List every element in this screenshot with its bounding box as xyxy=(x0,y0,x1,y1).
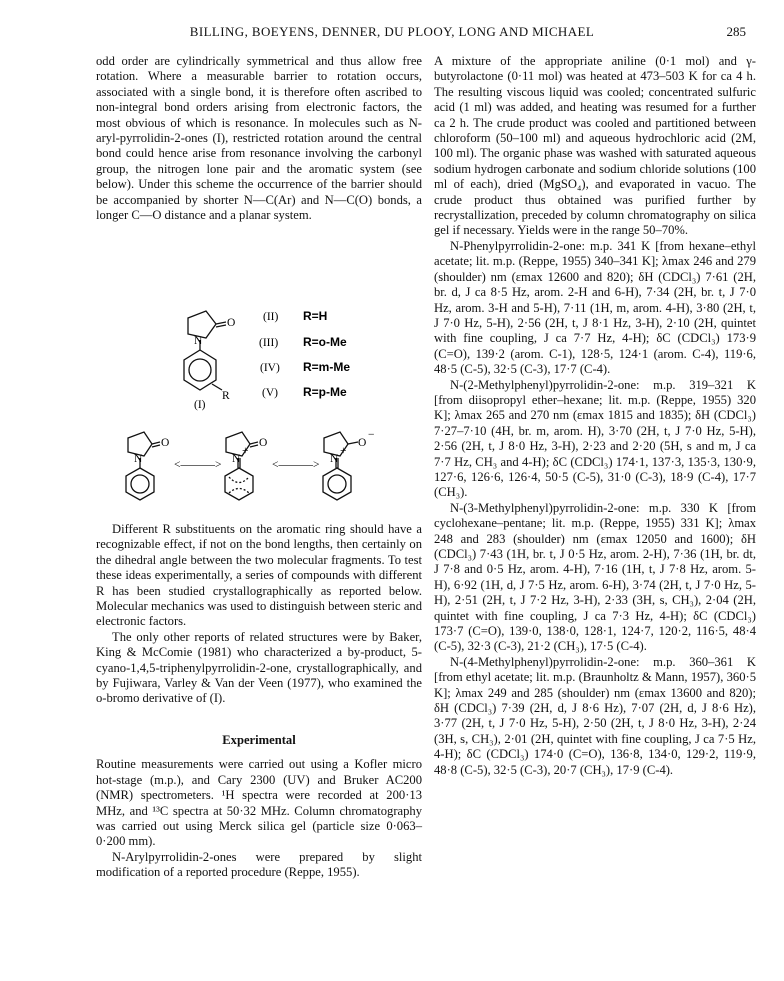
resonance-3-o: O xyxy=(358,437,367,449)
pyrrolidinone-ring xyxy=(188,311,216,338)
resonance-3-phenyl xyxy=(323,468,351,500)
left-paragraph-4: Routine measurements were carried out using a Kofler micro hot-stage (m.p.), and Cary 2300 (UV) and Bruker AC200 (NMR) spectrometers. ¹H spectra were recorded at 200·13 MHz, and ¹³C spectra at 50·32 MHz. Column chromatography was carried out using Merck silica gel (particle size 0·063–0·200 mm). xyxy=(96,757,422,849)
atom-o-label: O xyxy=(227,317,236,329)
resonance-2-phenyl xyxy=(225,468,253,500)
right-paragraph-1: A mixture of the appropriate aniline (0·1 mol) and γ-butyrolactone (0·11 mol) was heated at 473–503 K for ca 4 h. The resulting viscous liquid was cooled; concentrated sulfuric acid (1 ml) was added, and heating was resumed for a further ca 2 h. The crude product was cooled and partitioned between chloroform (50–100 ml) and aqueous hydrochloric acid (2M, 100 ml). The organic phase was washed with saturated aqueous sodium hydrogen carbonate and sodium chloride solutions (100 ml of each), dried (MgSO₄), and evaporated in vacuo. The crude product thus obtained was purified further by recrystallization, preceded by column chromatography on silica gel if necessary. Yields were in the range 50–70%. xyxy=(434,54,756,238)
resonance-1-phenyl xyxy=(126,468,154,500)
right-paragraph-3: N-(2-Methylphenyl)pyrrolidin-2-one: m.p. 319–321 K [from diisopropyl ether–hexane; lit. m.p. (Reppe, 1955) 320 K]; λmax 265 and 270 nm (εmax 1815 and 1835); δH (CDCl₃) 7·27–7·10 (4H, br. m, arom. H), 3·70 (2H, t, J 7·0 Hz, 5-H), 2·56 (2H, t, J 8·0 Hz, 3-H), 2·23 and 2·20 (5H, s and m, J ca 7·7 Hz, CH₃ and 4-H); δC (CDCl₃) 174·1, 137·3, 135·3, 130·9, 127·6, 126·6, 126·4, 50·5 (C-5), 31·0 (C-3), 18·9 (C-4), 17·7 (CH₃). xyxy=(434,377,756,500)
resonance-2-plus: + xyxy=(242,445,249,457)
atom-r-label: R xyxy=(222,390,230,402)
page-number: 285 xyxy=(726,24,746,39)
table-label-iv: (IV) xyxy=(260,362,280,374)
chemical-structure-figure xyxy=(96,286,422,516)
resonance-2-n: N xyxy=(232,453,241,465)
section-heading-experimental: Experimental xyxy=(222,732,296,747)
table-value-iv: R=m-Me xyxy=(303,360,351,374)
structure-drawing xyxy=(96,286,422,516)
right-column xyxy=(434,54,756,778)
left-paragraph-5: N-Arylpyrrolidin-2-ones were prepared by slight modification of a reported procedure (Reppe, 1955). xyxy=(96,849,422,880)
resonance-3-minus: − xyxy=(368,429,375,441)
right-paragraph-4: N-(3-Methylphenyl)pyrrolidin-2-one: m.p. 330 K [from cyclohexane–pentane; lit. m.p. (Reppe, 1955) 331 K]; λmax 248 and 283 (shoulder) nm (εmax 12050 and 1600); δH (CDCl₃) 7·43 (1H, br. t, J 0·5 Hz, arom. 2-H), 7·36 (1H, br. dt, J 7·8 and 0·5 Hz, arom. 4-H), 7·16 (1H, t, J 7·8 Hz, arom. 5-H), 6·92 (1H, d, J 7·5 Hz, arom. 6-H), 3·74 (2H, t, J 7·0 Hz, 5-H), 2·51 (2H, t, J 7·2 Hz, 3-H), 2·33 (3H, s, CH₃), 2·04 (2H, quintet with fine coupling, J ca 7·3 Hz, 4-H); δC (CDCl₃) 173·7 (C=O), 139·0, 138·0, 128·1, 124·7, 120·2, 116·5, 48·4 (C-5), 32·3 (C-3), 21·2 (CH₃), 17·5 (C-4). xyxy=(434,500,756,654)
table-label-v: (V) xyxy=(262,387,278,399)
compound-label: (I) xyxy=(194,399,206,411)
resonance-arrow-1: <———> xyxy=(174,459,222,471)
left-paragraph-3: The only other reports of related structures were by Baker, King & McComie (1981) who characterized a by-product, 5-cyano-1,4,5-triphenylpyrrolidin-2-one, crystallographically, and by Fujiwara, Varley & Van der Veen (1977), who examined the o-bromo derivative of (I). xyxy=(96,629,422,706)
resonance-2-o: O xyxy=(259,437,268,449)
left-paragraph-1: odd order are cylindrically symmetrical and thus allow free rotation. Where a measurable barrier to rotation occurs, associated with a single bond, it is therefore often ascribed to non-integral bond orders arising from electronic factors, the most obvious of which is resonance. In molecules such as N-aryl-pyrrolidin-2-ones (I), restricted rotation around the central bond could hence arise from resonance involving the carbonyl group, the nitrogen lone pair and the aromatic system (see below). Under this scheme the occurrence of the barrier should be accompanied by shorter N—C(Ar) and N—C(O) bonds, a longer C—O distance and a planar system. xyxy=(96,54,422,223)
right-paragraph-2: N-Phenylpyrrolidin-2-one: m.p. 341 K [from hexane–ethyl acetate; lit. m.p. (Reppe, 1955) 340–341 K]; λmax 246 and 279 (shoulder) nm (εmax 12600 and 820); δH (CDCl₃) 7·61 (2H, br. d, J ca 8·5 Hz, arom. 2-H and 6-H), 7·34 (2H, br. t, J 7·0 Hz, arom. 3-H and 5-H), 7·11 (1H, m, arom. 4-H), 3·80 (2H, t, J 7·0 Hz, 5-H), 2·56 (2H, t, J 8·1 Hz, 3-H), 2·10 (2H, quintet with fine coupling, J ca 7·7 Hz, 4-H); δC (CDCl₃) 173·9 (C=O), 139·2 (arom. C-1), 128·5, 124·1 (arom. C-4), 119·6, 48·5 (C-5), 32·5 (C-3), 17·7 (C-4). xyxy=(434,238,756,377)
resonance-1-o: O xyxy=(161,437,170,449)
left-column xyxy=(96,54,422,223)
table-label-iii: (III) xyxy=(259,337,279,349)
table-value-ii: R=H xyxy=(303,309,328,323)
table-value-v: R=p-Me xyxy=(303,385,347,399)
left-column-lower xyxy=(96,522,422,881)
table-label-ii: (II) xyxy=(263,311,279,323)
page-header xyxy=(0,24,784,46)
resonance-1-n: N xyxy=(134,453,143,465)
left-paragraph-2: Different R substituents on the aromatic ring should have a recognizable effect, if not on the bond lengths, then certainly on the dihedral angle between the two molecular fragments. To test these ideas experimentally, a series of compounds with different R has been studied crystallographically as reported below. Molecular mechanics was used to distinguish between steric and electronic factors. xyxy=(96,522,422,629)
running-head: BILLING, BOEYENS, DENNER, DU PLOOY, LONG AND MICHAEL xyxy=(189,24,595,39)
right-paragraph-5: N-(4-Methylphenyl)pyrrolidin-2-one: m.p. 360–361 K [from ethyl acetate; lit. m.p. (Braunholtz & Mann, 1957), 360·5 K]; λmax 249 and 285 (shoulder) nm (εmax 13600 and 820); δH (CDCl₃) 7·39 (2H, d, J 8·6 Hz), 7·07 (2H, d, J 8·6 Hz), 3·77 (2H, t, J 7·0 Hz, 5-H), 2·50 (2H, t, J 8·0 Hz, 3-H), 2·24 (3H, s, CH₃), 2·01 (2H, quintet with fine coupling, J ca 7·5 Hz, 4-H); δC (CDCl₃) 174·0 (C=O), 136·8, 134·0, 129·2, 119·9, 48·8 (C-5), 32·5 (C-3), 20·7 (CH₃), 17·9 (C-4). xyxy=(434,654,756,777)
atom-n-label: N xyxy=(194,335,203,347)
resonance-3-n: N xyxy=(330,453,339,465)
resonance-arrow-2: <———> xyxy=(272,459,320,471)
resonance-3-plus: + xyxy=(340,445,347,457)
table-value-iii: R=o-Me xyxy=(303,335,347,349)
